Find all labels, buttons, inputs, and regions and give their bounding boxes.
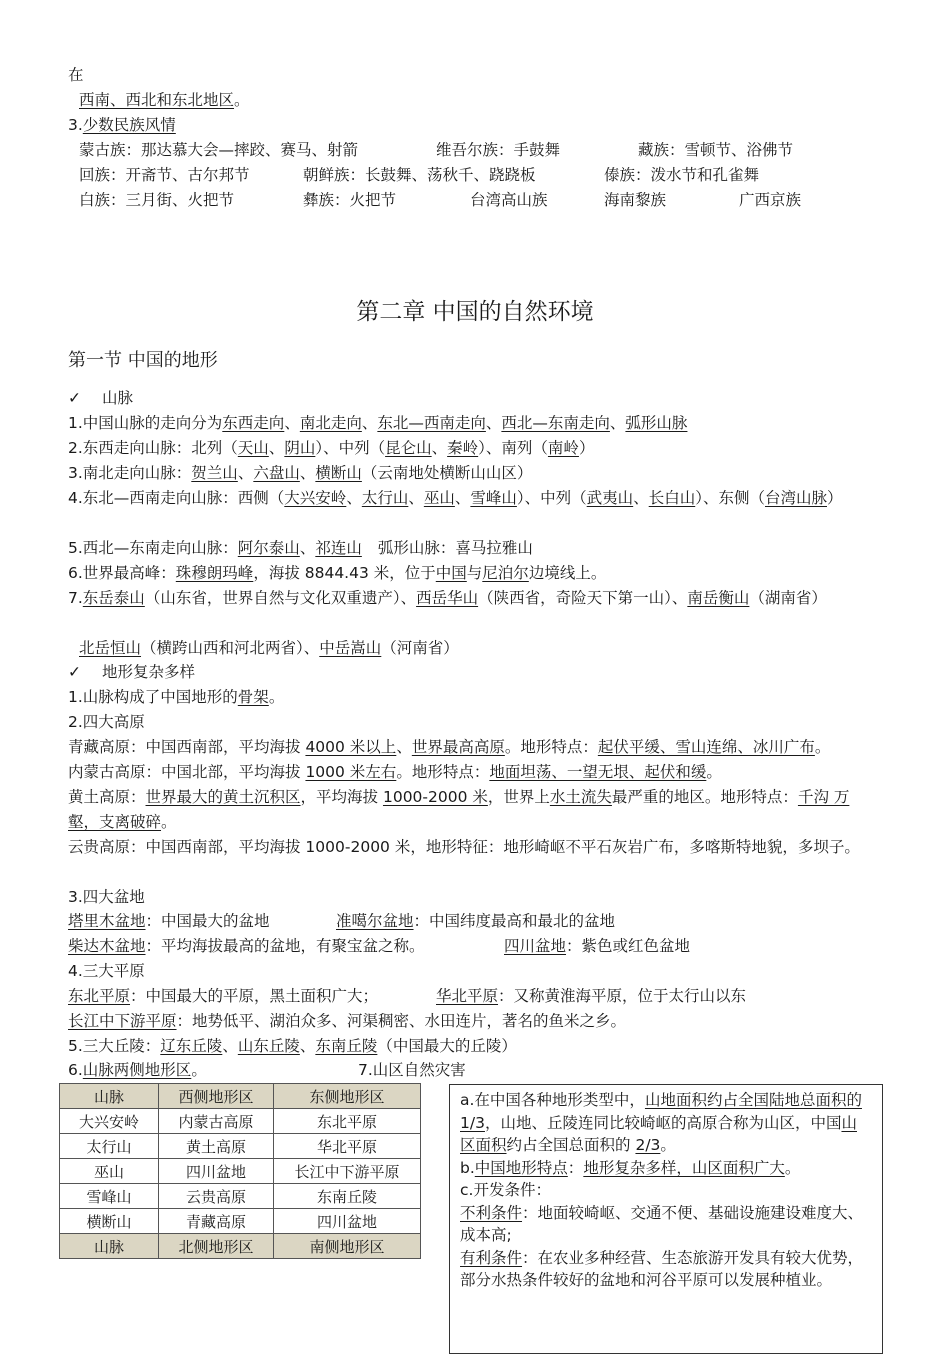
text-line: 北岳恒山（横跨山西和河北两省）、中岳嵩山（河南省） xyxy=(79,639,459,657)
ethnic-item: 广西京族 xyxy=(739,191,802,209)
table-cell: 巫山 xyxy=(60,1159,159,1184)
mountain-sides-table xyxy=(59,1083,421,1259)
text-line: 2.四大高原 xyxy=(68,713,145,731)
table-footer-row xyxy=(60,1234,421,1259)
table-cell: 黄土高原 xyxy=(159,1134,274,1159)
box-para-b: b.中国地形特点：地形复杂多样，山区面积广大。 xyxy=(460,1158,801,1177)
punct: 。 xyxy=(234,91,250,109)
basin-item: 塔里木盆地：中国最大的盆地 xyxy=(68,912,270,930)
ethnic-item: 海南黎族 xyxy=(604,191,667,209)
text-line: 2.东西走向山脉：北列（天山、阴山）、中列（昆仑山、秦岭）、南列（南岭） xyxy=(68,439,595,457)
ethnic-item: 蒙古族：那达慕大会—摔跤、赛马、射箭 xyxy=(79,141,359,159)
text-line: 6.世界最高峰：珠穆朗玛峰，海拔 8844.43 米，位于中国与尼泊尔边境线上。 xyxy=(68,564,607,582)
text-line: 5.三大丘陵：辽东丘陵、山东丘陵、东南丘陵（中国最大的丘陵） xyxy=(68,1037,517,1055)
text-line: 在 xyxy=(68,66,84,84)
table-cell: 横断山 xyxy=(60,1209,159,1234)
table-row xyxy=(60,1109,421,1134)
box-para-d: 不利条件：地面较崎岖、交通不便、基础设施建设难度大、成本高; xyxy=(460,1203,864,1244)
plain-item: 华北平原：又称黄淮海平原，位于太行山以东 xyxy=(436,987,747,1005)
table-header-cell: 东侧地形区 xyxy=(274,1084,421,1109)
check-icon: ✓ xyxy=(68,389,81,407)
text-paragraph: 7.东岳泰山（山东省，世界自然与文化双重遗产）、西岳华山（陕西省，奇险天下第一山）、南岳衡山（湖南省） xyxy=(68,589,827,607)
box-para-e: 有利条件：在农业多种经营、生态旅游开发具有较大优势，部分水热条件较好的盆地和河谷平原可以发展种植业。 xyxy=(460,1248,864,1289)
text-line: 3.南北走向山脉：贺兰山、六盘山、横断山（云南地处横断山山区） xyxy=(68,464,533,482)
table-cell: 云贵高原 xyxy=(159,1184,274,1209)
mountain-area-box xyxy=(449,1084,883,1354)
underlined-term: 西南、西北和东北地区 xyxy=(79,91,235,109)
ethnic-item: 维吾尔族：手鼓舞 xyxy=(436,141,561,159)
plain-item: 东北平原：中国最大的平原，黑土面积广大； xyxy=(68,987,379,1005)
basin-item: 四川盆地：紫色或红色盆地 xyxy=(504,937,691,955)
text-line: 1.山脉构成了中国地形的骨架。 xyxy=(68,688,285,706)
table-cell: 雪峰山 xyxy=(60,1184,159,1209)
list-number: 3. xyxy=(68,116,83,134)
table-cell: 太行山 xyxy=(60,1134,159,1159)
ethnic-item: 台湾高山族 xyxy=(470,191,548,209)
ethnic-item: 朝鲜族：长鼓舞、荡秋千、跷跷板 xyxy=(303,166,536,184)
box-para-c: c.开发条件： xyxy=(460,1181,551,1199)
plateau-qingzang: 青藏高原：中国西南部，平均海拔 4000 米以上、世界最高高原。地形特点：起伏平缓、雪山连绵、冰川广布。 xyxy=(68,738,831,756)
ethnic-item: 傣族：泼水节和孔雀舞 xyxy=(604,166,760,184)
text-line: 6.山脉两侧地形区。 xyxy=(68,1061,207,1079)
checklist-heading xyxy=(68,386,133,410)
table-cell: 大兴安岭 xyxy=(60,1109,159,1134)
underlined-term: 少数民族风情 xyxy=(82,116,176,134)
text-line: 4.三大平原 xyxy=(68,962,145,980)
text-line: 5.西北—东南走向山脉：阿尔泰山、祁连山 弧形山脉：喜马拉雅山 xyxy=(68,539,533,557)
basin-item: 柴达木盆地：平均海拔最高的盆地，有聚宝盆之称。 xyxy=(68,937,425,955)
text-line xyxy=(79,88,250,112)
table-cell: 四川盆地 xyxy=(274,1209,421,1234)
text-line: 1.中国山脉的走向分为东西走向、南北走向、东北—西南走向、西北—东南走向、弧形山脉 xyxy=(68,414,688,432)
section-title: 第一节 中国的地形 xyxy=(68,350,218,371)
table-cell: 华北平原 xyxy=(274,1134,421,1159)
table-header-row xyxy=(60,1084,421,1109)
ethnic-item: 彝族：火把节 xyxy=(303,191,397,209)
table-row xyxy=(60,1159,421,1184)
text-line: 7.山区自然灾害 xyxy=(358,1061,466,1079)
table-row xyxy=(60,1209,421,1234)
box-para-a: a.在中国各种地形类型中，山地面积约占全国陆地总面积的 1/3，山地、丘陵连同比较崎岖的高原合称为山区，中国山区面积约占全国总面积的 2/3。 xyxy=(460,1091,862,1154)
ethnic-item: 白族：三月街、火把节 xyxy=(79,191,235,209)
table-cell: 内蒙古高原 xyxy=(159,1109,274,1134)
table-header-cell: 西侧地形区 xyxy=(159,1084,274,1109)
list-heading xyxy=(68,113,176,137)
ethnic-item: 藏族：雪顿节、浴佛节 xyxy=(638,141,794,159)
checklist-heading xyxy=(68,660,195,684)
table-row xyxy=(60,1184,421,1209)
table-header-cell: 山脉 xyxy=(60,1234,159,1259)
heading-text: 山脉 xyxy=(102,389,134,407)
chapter-title: 第二章 中国的自然环境 xyxy=(356,299,594,325)
table-cell: 四川盆地 xyxy=(159,1159,274,1184)
table-header-cell: 山脉 xyxy=(60,1084,159,1109)
ethnic-item: 回族：开斋节、古尔邦节 xyxy=(79,166,250,184)
table-header-cell: 南侧地形区 xyxy=(274,1234,421,1259)
table-cell: 长江中下游平原 xyxy=(274,1159,421,1184)
text-paragraph: 4.东北—西南走向山脉：西侧（大兴安岭、太行山、巫山、雪峰山）、中列（武夷山、长白山）、东侧（台湾山脉） xyxy=(68,489,843,507)
table-row xyxy=(60,1134,421,1159)
table-header-cell: 北侧地形区 xyxy=(159,1234,274,1259)
table-cell: 东北平原 xyxy=(274,1109,421,1134)
basin-item: 准噶尔盆地：中国纬度最高和最北的盆地 xyxy=(336,912,616,930)
heading-text: 地形复杂多样 xyxy=(102,663,196,681)
plain-item: 长江中下游平原：地势低平、湖泊众多、河渠稠密、水田连片，著名的鱼米之乡。 xyxy=(68,1012,627,1030)
plateau-neimenggu: 内蒙古高原：中国北部，平均海拔 1000 米左右。地形特点：地面坦荡、一望无垠、起伏和缓。 xyxy=(68,763,722,781)
plateau-huangtu: 黄土高原：世界最大的黄土沉积区，平均海拔 1000-2000 米，世界上水土流失最严重的地区。地形特点：千沟 万壑，支离破碎。 xyxy=(68,788,850,831)
plateau-yungui: 云贵高原：中国西南部，平均海拔 1000-2000 米，地形特征：地形崎岖不平石灰岩广布，多喀斯特地貌，多坝子。 xyxy=(68,838,860,856)
text-line: 3.四大盆地 xyxy=(68,888,145,906)
table-cell: 青藏高原 xyxy=(159,1209,274,1234)
table-cell: 东南丘陵 xyxy=(274,1184,421,1209)
check-icon: ✓ xyxy=(68,663,81,681)
